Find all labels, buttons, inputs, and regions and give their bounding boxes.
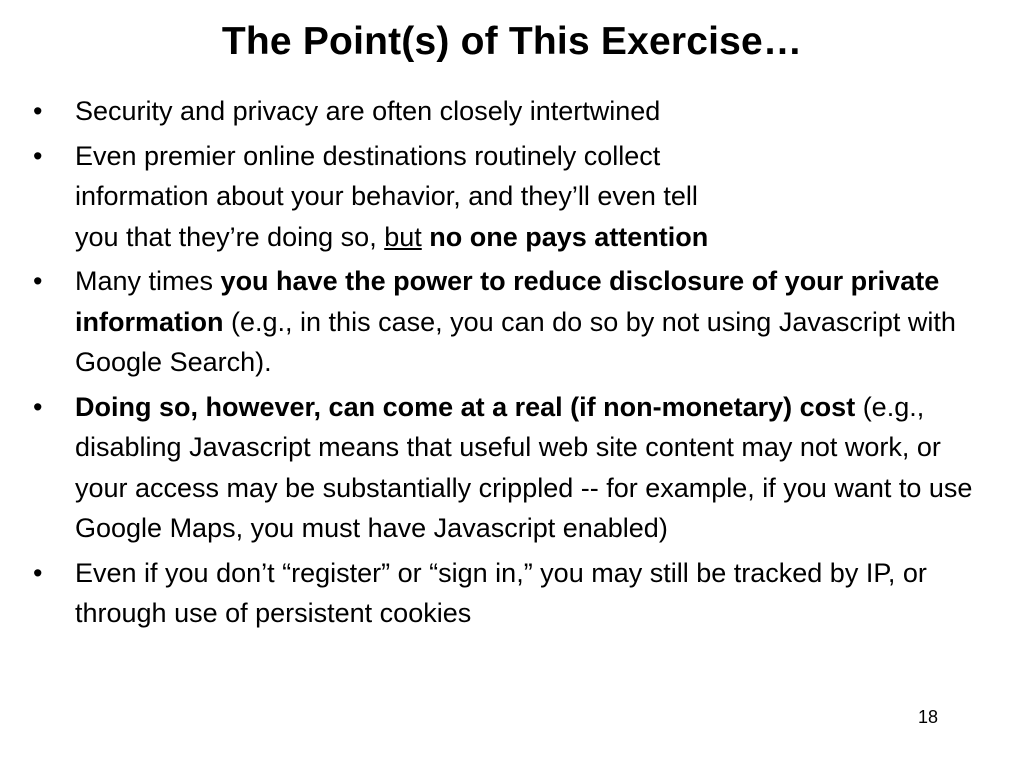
bullet-dot: • [33, 266, 43, 296]
bullet-list [0, 91, 1024, 638]
bullet-text-line-1: Even premier online destinations routinely collect [75, 140, 661, 171]
bullet-dot: • [33, 391, 43, 422]
bullet-security-privacy [0, 91, 1024, 132]
bullet-text-end: (e.g., disabling Javascript means that useful web site content may not work, or your access may be substantially crippled -- for example, if you want to use Google Maps, you must have Javascript enabled) [75, 391, 973, 543]
slide-title: The Point(s) of This Exercise… [221, 20, 803, 63]
bullet-real-cost [0, 387, 1024, 549]
bullet-dot: • [33, 557, 43, 588]
bullet-power-to-reduce-disclosure [0, 261, 1024, 383]
bullet-online-destinations [0, 136, 1024, 258]
bullet-text-line-2: information about your behavior, and they’ll even tell [75, 181, 698, 211]
underlined-word: but [384, 221, 422, 252]
bullet-tracked-by-ip [0, 553, 1024, 634]
page-number: 18 [917, 707, 938, 727]
bold-emphasis: no one pays attention [429, 221, 709, 252]
bullet-dot: • [33, 96, 43, 126]
bullet-text-line-3 [75, 217, 996, 258]
bold-emphasis: you have the power to reduce disclosure of your private information [75, 266, 940, 337]
bullet-dot: • [33, 140, 43, 171]
bullet-text: Security and privacy are often closely intertwined [75, 96, 661, 126]
bold-emphasis: Doing so, however, can come at a real (if non-monetary) cost [75, 391, 856, 422]
bullet-text: Even if you don’t “register” or “sign in,” you may still be tracked by IP, or through use of persistent cookies [75, 557, 927, 628]
bullet-text-start: you that they’re doing so, [75, 221, 385, 252]
bullet-text-end: (e.g., in this case, you can do so by not using Javascript with Google Search). [75, 306, 956, 377]
bullet-text-start: Many times [75, 266, 221, 296]
